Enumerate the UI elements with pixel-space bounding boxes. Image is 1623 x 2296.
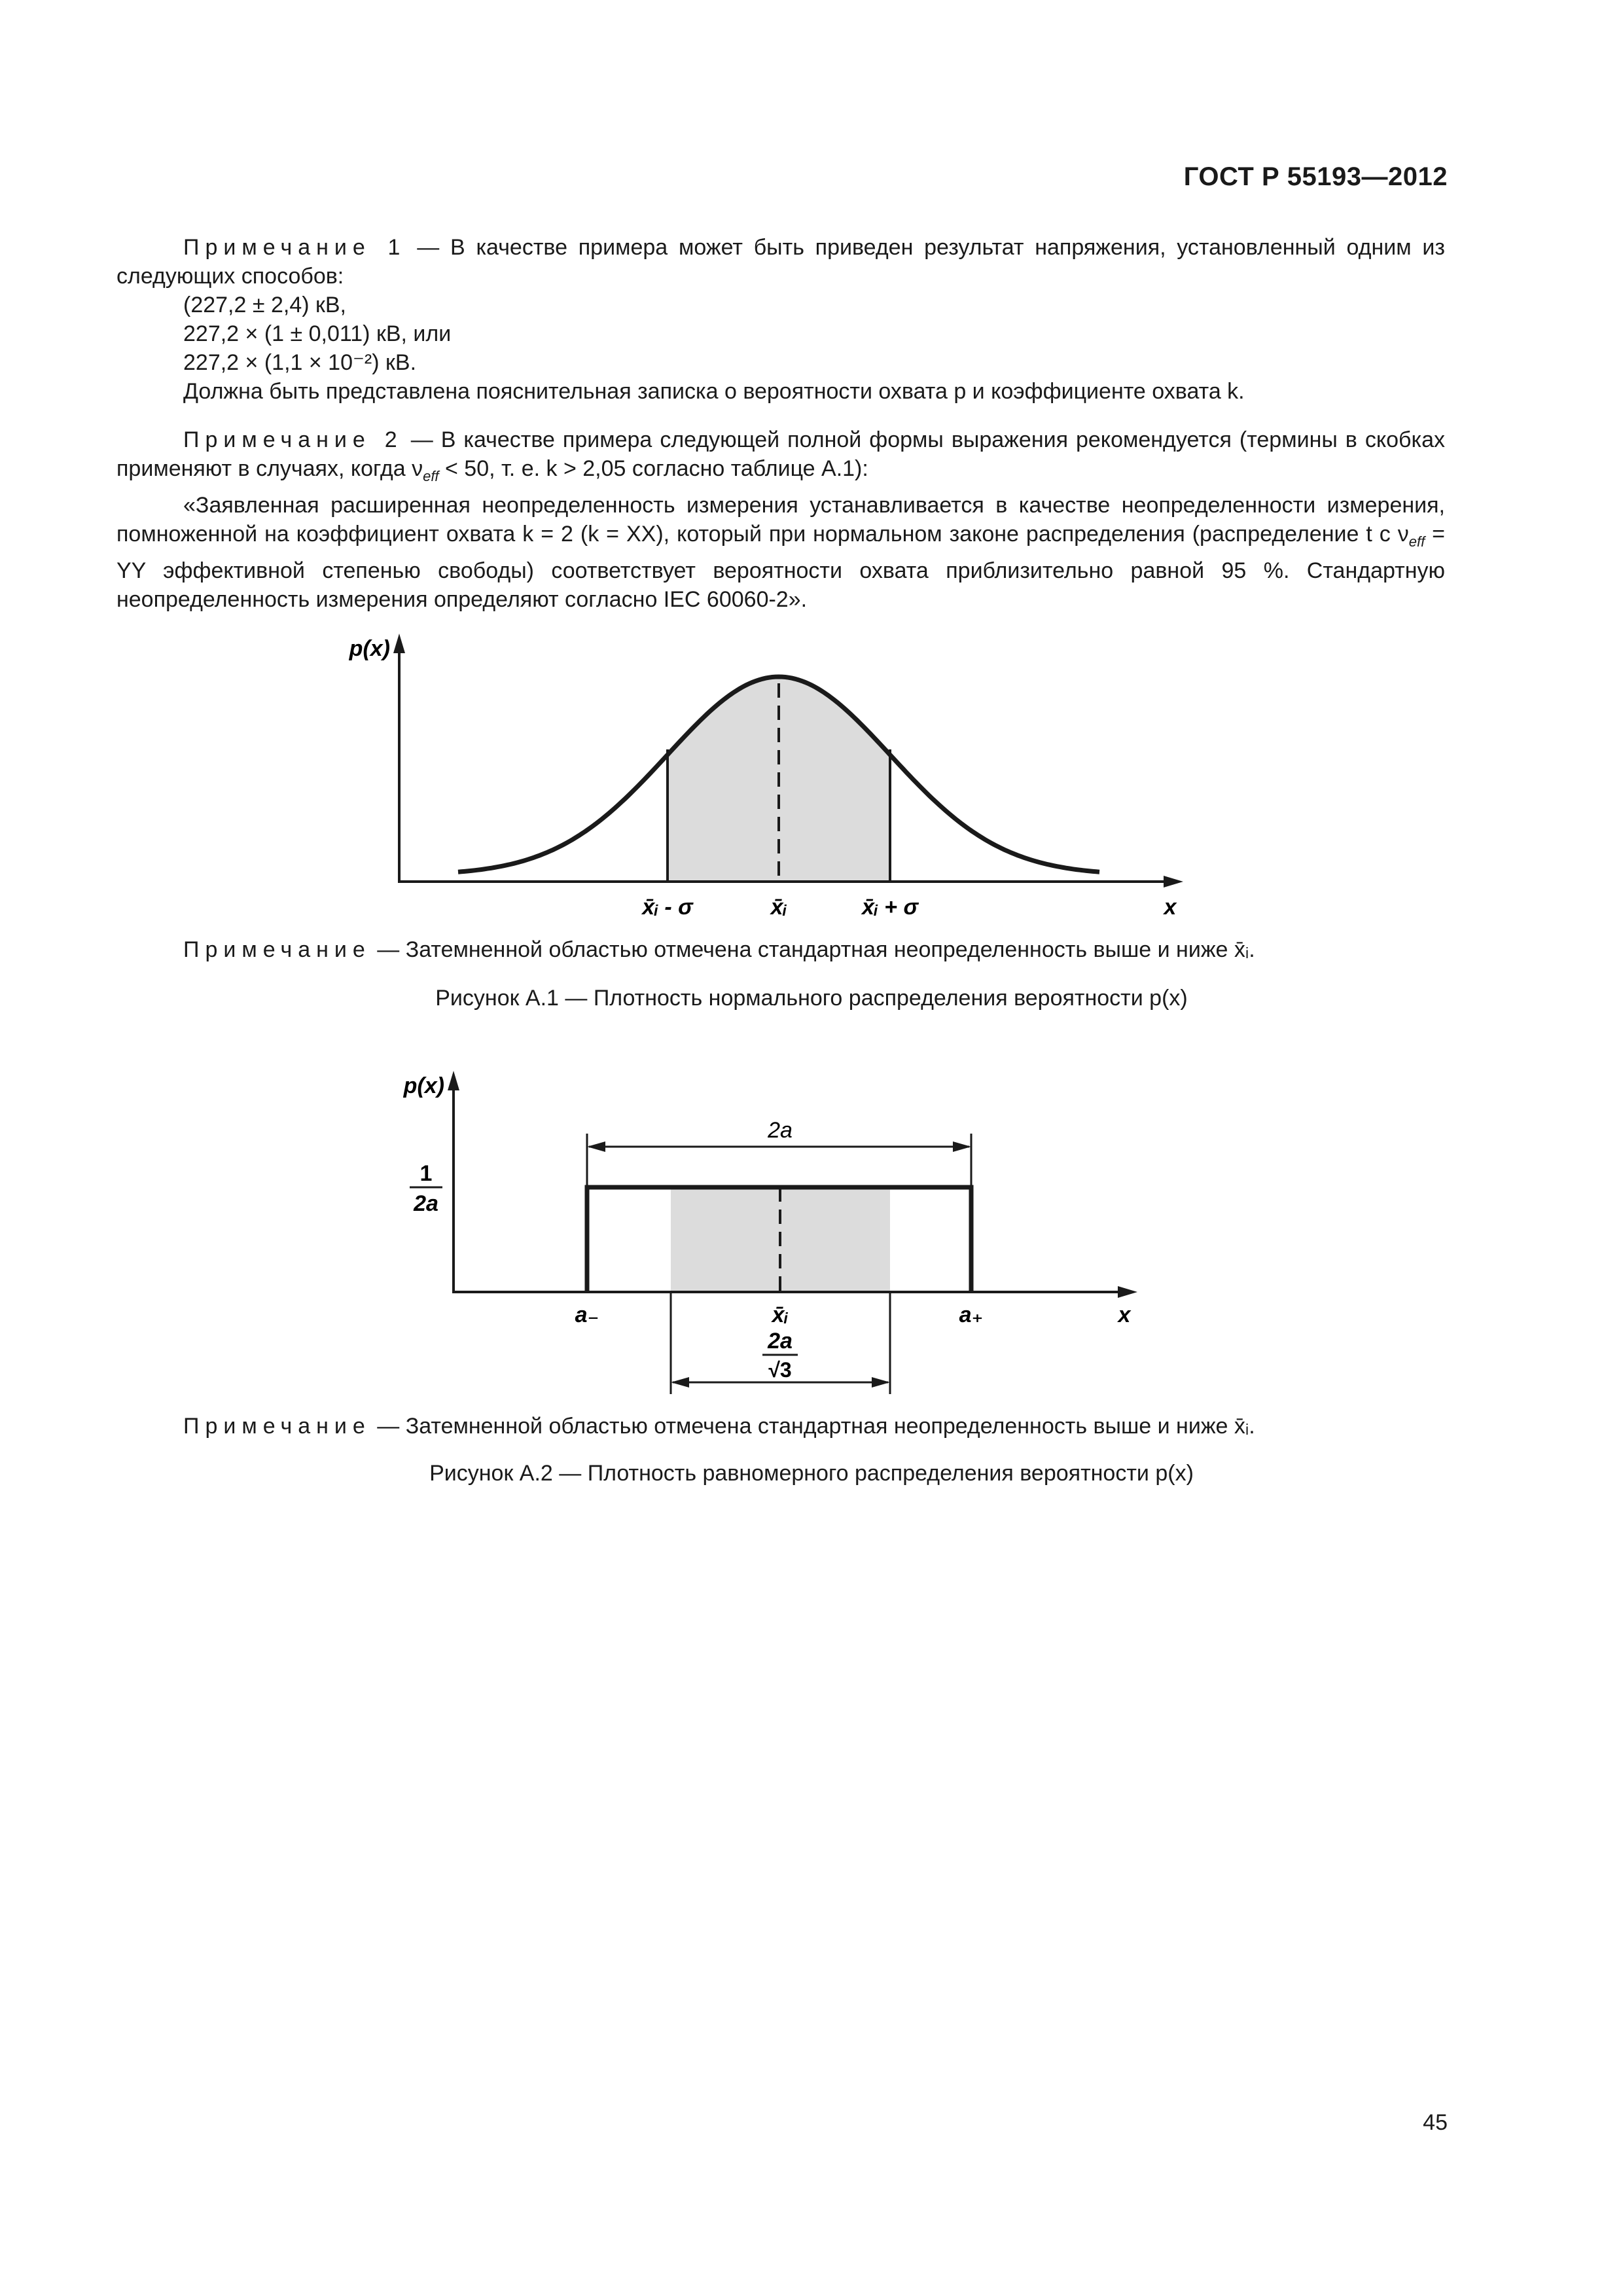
y-axis-arrow xyxy=(448,1071,459,1090)
figure-a2-note-label: Примечание xyxy=(183,1414,371,1439)
note-2-quote-b: = YY эффективной степенью свободы) соответствует вероятности охвата приблизительно равной 95 %. Стандартную неопределенность измерения определяют согласно IEC 60060-2». xyxy=(116,521,1446,612)
width-label: 2a xyxy=(768,1118,793,1143)
note-2-text-a: — В качестве примера следующей полной формы выражения рекомендуется (термины в скобках применяют в случаях, когда ν xyxy=(116,427,1445,481)
x-axis-arrow xyxy=(1118,1286,1137,1298)
note-1-line-3: 227,2 × (1,1 × 10⁻²) кВ. xyxy=(183,350,417,375)
note-1 xyxy=(116,233,1445,406)
sigma-numerator: 2a xyxy=(768,1329,793,1354)
width-arrow-left xyxy=(587,1141,605,1152)
note-1-line-2: 227,2 × (1 ± 0,011) кВ, или xyxy=(183,321,452,346)
width-arrow-right xyxy=(953,1141,971,1152)
a-plus-label: a₊ xyxy=(959,1302,984,1327)
note-1-line-1: (227,2 ± 2,4) кВ, xyxy=(183,293,346,317)
y-axis-label: p(x) xyxy=(349,636,390,661)
figure-a2-uniform-distribution xyxy=(0,1066,1623,1406)
figure-a1-note-label: Примечание xyxy=(183,937,371,962)
figure-a2-note-text: — Затемненной областью отмечена стандартная неопределенность выше и ниже x̄ᵢ. xyxy=(377,1414,1255,1439)
figure-a2-caption: Рисунок А.2 — Плотность равномерного распределения вероятности p(x) xyxy=(429,1461,1194,1486)
note-2-quote-a: «Заявленная расширенная неопределенность измерения устанавливается в качестве неопределенности измерения, помноженной на коэффициент охвата k = 2 (k = XX), который при нормальном законе распределения (распределение t с ν xyxy=(116,492,1445,547)
figure-a1-normal-distribution xyxy=(0,628,1623,942)
x-axis-arrow xyxy=(1164,876,1183,888)
sigma-arrow-left xyxy=(671,1377,689,1388)
document-id: ГОСТ Р 55193—2012 xyxy=(1183,162,1448,191)
tick-mean-minus-sigma: x̄ᵢ - σ xyxy=(642,895,693,920)
page-number: 45 xyxy=(1423,2110,1448,2135)
height-denominator: 2a xyxy=(414,1191,438,1216)
x-axis-label: x xyxy=(1118,1302,1131,1327)
tick-mean: x̄ᵢ xyxy=(770,895,787,920)
figure-a1-caption: Рисунок А.1 — Плотность нормального распределения вероятности p(x) xyxy=(435,986,1188,1011)
a-minus-label: a₋ xyxy=(575,1302,599,1327)
mean-label: x̄ᵢ xyxy=(772,1302,789,1327)
eff-subscript-2: eff xyxy=(1408,533,1425,550)
y-axis-arrow xyxy=(393,634,405,653)
figure-a1-note xyxy=(183,937,1255,963)
note-2-text-b: < 50, т. е. k > 2,05 согласно таблице А.1): xyxy=(438,456,868,481)
note-2 xyxy=(116,425,1445,614)
figure-a2-note xyxy=(183,1414,1255,1439)
sigma-arrow-right xyxy=(872,1377,890,1388)
figure-a1-note-text: — Затемненной областью отмечена стандартная неопределенность выше и ниже x̄ᵢ. xyxy=(377,937,1255,962)
note-2-label: Примечание 2 xyxy=(183,427,403,452)
note-1-label: Примечание 1 xyxy=(183,235,406,260)
note-1-text: — В качестве примера может быть приведен результат напряжения, установленный одним из следующих способов: xyxy=(116,235,1445,289)
tick-mean-plus-sigma: x̄ᵢ + σ xyxy=(861,895,919,920)
y-axis-label: p(x) xyxy=(403,1073,444,1098)
eff-subscript: eff xyxy=(423,467,439,484)
x-axis-label: x xyxy=(1164,895,1177,920)
height-numerator: 1 xyxy=(419,1161,433,1186)
sigma-denominator: √3 xyxy=(768,1358,792,1382)
note-1-closing: Должна быть представлена пояснительная записка о вероятности охвата p и коэффициенте охвата k. xyxy=(183,379,1245,404)
